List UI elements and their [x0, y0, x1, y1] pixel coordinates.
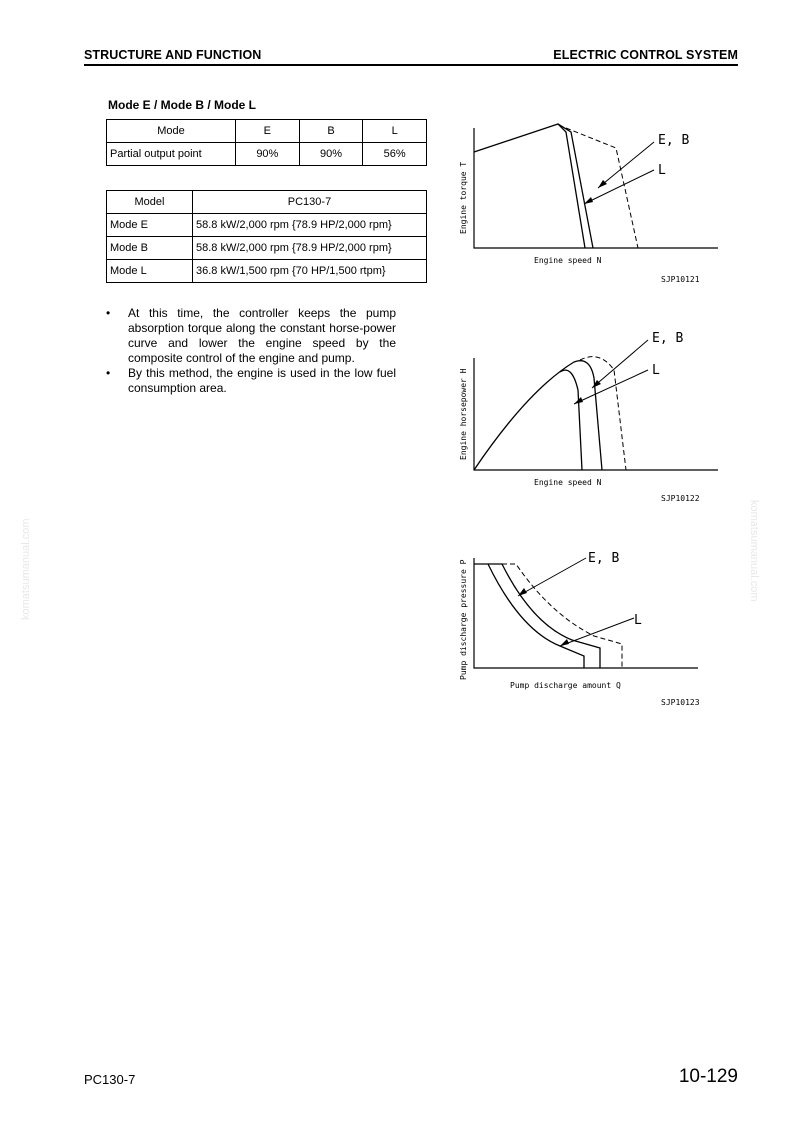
table-row [107, 214, 427, 237]
table-cell: 90% [299, 143, 363, 166]
table-cell: PC130-7 [193, 191, 427, 214]
curve-max-dashed [580, 357, 626, 470]
horsepower-curve-figure [448, 330, 738, 510]
bullet-list [106, 306, 396, 396]
figure-code: SJP10123 [661, 698, 700, 707]
label-eb: E, B [652, 331, 684, 346]
table-cell: Mode E [107, 214, 193, 237]
y-axis-label: Engine horsepower H [459, 368, 468, 460]
table-row [107, 260, 427, 283]
list-item [106, 306, 396, 366]
table-cell: 56% [363, 143, 427, 166]
watermark-right: komatsumanual.com [748, 500, 760, 602]
section-title: Mode E / Mode B / Mode L [108, 98, 256, 112]
label-l: L [652, 363, 660, 378]
table-cell: Mode L [107, 260, 193, 283]
bullet-mark: • [106, 366, 111, 380]
label-eb: E, B [588, 551, 620, 566]
arrowhead-l [584, 197, 593, 204]
page-number: 10-129 [678, 1066, 738, 1087]
leader-l [574, 370, 648, 404]
bullet-text: At this time, the controller keeps the pump absorption torque along the constant horse-power curve and lower the engine speed by the composite control of the engine and pump. [128, 306, 396, 365]
leader-l [560, 618, 634, 646]
label-l: L [634, 613, 642, 628]
label-l: L [658, 163, 666, 178]
label-eb: E, B [658, 133, 690, 148]
model-table [106, 190, 427, 283]
table-row [107, 143, 427, 166]
table-cell: Model [107, 191, 193, 214]
arrowhead-eb [518, 588, 527, 596]
curve-eb [488, 564, 600, 668]
table-cell: Mode B [107, 237, 193, 260]
leader-eb [598, 142, 654, 188]
curve-max-dashed [566, 128, 638, 248]
table-row [107, 191, 427, 214]
watermark-left: komatsumanual.com [20, 518, 32, 620]
table-cell: L [363, 120, 427, 143]
table-cell: Partial output point [107, 143, 236, 166]
header-right: ELECTRIC CONTROL SYSTEM [553, 48, 738, 62]
table-row [107, 120, 427, 143]
y-axis-label: Engine torque T [459, 161, 468, 234]
footer-model: PC130-7 [84, 1072, 136, 1087]
leader-eb [592, 340, 648, 388]
axes [474, 358, 718, 470]
bullet-mark: • [106, 306, 111, 320]
pump-curve-figure [448, 544, 738, 714]
table-cell: B [299, 120, 363, 143]
x-axis-label: Engine speed N [534, 256, 602, 265]
leader-l [584, 170, 654, 204]
figure-code: SJP10121 [661, 275, 700, 284]
bullet-text: By this method, the engine is used in the low fuel consumption area. [128, 366, 396, 395]
header-rule [84, 64, 738, 66]
leader-eb [518, 558, 586, 596]
y-axis-label: Pump discharge pressure P [459, 559, 468, 680]
table-cell: Mode [107, 120, 236, 143]
table-cell: 90% [236, 143, 300, 166]
table-row [107, 237, 427, 260]
table-cell: E [236, 120, 300, 143]
list-item [106, 366, 396, 396]
curve-l [560, 370, 582, 470]
mode-table [106, 119, 427, 166]
table-cell: 58.8 kW/2,000 rpm {78.9 HP/2,000 rpm} [193, 237, 427, 260]
torque-curve-figure [448, 118, 738, 288]
x-axis-label: Engine speed N [534, 478, 602, 487]
x-axis-label: Pump discharge amount Q [510, 681, 621, 690]
table-cell: 36.8 kW/1,500 rpm {70 HP/1,500 rtpm} [193, 260, 427, 283]
curve-l [474, 564, 584, 668]
table-cell: 58.8 kW/2,000 rpm {78.9 HP/2,000 rpm} [193, 214, 427, 237]
curve-eb [474, 361, 602, 470]
header-left: STRUCTURE AND FUNCTION [84, 48, 262, 62]
figure-code: SJP10122 [661, 494, 700, 503]
arrowhead-l [560, 639, 569, 646]
